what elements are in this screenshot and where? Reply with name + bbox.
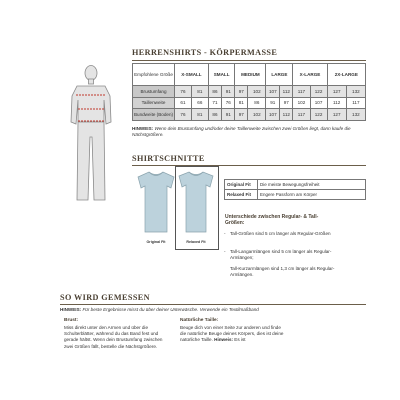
shirt-relaxed-fit-icon: [176, 168, 216, 238]
size-cell: 91: [222, 109, 235, 121]
cuts-section-rule: [132, 165, 366, 166]
size-cell: 97: [235, 86, 248, 98]
waist-title: Natürliche Taille:: [180, 318, 219, 323]
mannequin-figure: [60, 62, 122, 202]
size-cell: 97: [235, 109, 248, 121]
size-cell: 117: [346, 97, 365, 109]
size-cell: 91: [222, 86, 235, 98]
diff-title: Unterschiede zwischen Regular- & Tall-Größen:: [225, 214, 319, 226]
shirt-original-fit-icon: [136, 168, 176, 238]
size-cell: 102: [248, 86, 266, 98]
size-cell: 86: [208, 86, 221, 98]
size-cell: 66: [191, 97, 208, 109]
size-cell: 112: [327, 97, 346, 109]
size-cell: 122: [310, 86, 327, 98]
measure-section-rule: [60, 304, 366, 305]
measure-section-title: SO WIRD GEMESSEN: [60, 293, 150, 302]
measure-hint: [60, 307, 370, 313]
waist-text-pre: Beuge dich von einer Seite zur anderen und finde die natürliche Beuge deines Körpers, dies ist deine natürliche Taille.: [180, 325, 284, 343]
size-cell: 132: [346, 109, 365, 121]
diff-bullet: Tall-Kurzarmlängen sind 1,3 cm länger als Regular-Armlängen.: [230, 266, 335, 278]
size-column-header: X-SMALL: [175, 64, 209, 86]
size-cell: 102: [248, 109, 266, 121]
size-cell: 127: [327, 109, 346, 121]
diff-bullet: Tall-Langarmlängen sind 5 cm länger als Regular-Armlängen;: [230, 249, 332, 261]
size-section-title: HERRENSHIRTS - KÖRPERMASSE: [132, 48, 278, 57]
size-row: [133, 109, 366, 121]
fit-row-relaxed: [225, 190, 366, 200]
size-cell: 127: [327, 86, 346, 98]
diff-bullet: Tall-Größen sind 5 cm länger als Regular-Größen: [230, 231, 331, 236]
size-cell: 71: [208, 97, 221, 109]
size-cell: 112: [280, 109, 293, 121]
size-cell: 61: [175, 97, 192, 109]
size-cell: 86: [248, 97, 266, 109]
size-cell: 107: [266, 86, 280, 98]
size-column-header: SMALL: [208, 64, 235, 86]
cuts-section-title: SHIRTSCHNITTE: [132, 154, 205, 163]
size-hint-label: HINWEIS:: [132, 126, 154, 131]
size-row: [133, 97, 366, 109]
chest-title: Brust:: [64, 318, 79, 323]
size-column-header: 2X-LARGE: [327, 64, 365, 86]
size-hint: [132, 126, 368, 138]
size-cell: 81: [191, 109, 208, 121]
waist-text: [180, 325, 288, 344]
size-cell: 132: [346, 86, 365, 98]
waist-hint: Hinweis:: [214, 337, 234, 343]
size-row-label: Bundweite (Boden): [133, 109, 175, 121]
size-cell: 76: [222, 97, 235, 109]
size-cell: 81: [191, 86, 208, 98]
fit-name: Original Fit: [225, 180, 258, 190]
bullet-marker: -: [224, 231, 226, 236]
size-cell: 112: [280, 86, 293, 98]
measure-hint-label: HINWEIS:: [60, 307, 82, 312]
size-cell: 122: [310, 109, 327, 121]
size-cell: 86: [208, 109, 221, 121]
fit-desc: Engere Passform am Körper: [258, 190, 366, 200]
size-column-header: LARGE: [266, 64, 293, 86]
caption-original-fit: Original Fit: [146, 240, 166, 244]
size-table-corner: Empfohlene Größe: [133, 64, 175, 86]
size-hint-text: Wenn dein Brustumfang und/oder deine Taillenweite zwischen zwei Größen liegt, dann kaufe die Nächstgrößere.: [132, 126, 351, 137]
size-cell: 102: [293, 97, 310, 109]
size-table: [132, 63, 366, 121]
size-row-label: Taillenweite: [133, 97, 175, 109]
measure-hint-text: Für beste Ergebnisse misst du über deiner Unterwäsche. Verwende ein Textilmaßband: [82, 307, 259, 312]
size-column-header: X-LARGE: [293, 64, 327, 86]
size-cell: 107: [310, 97, 327, 109]
size-row-label: Brustumfang: [133, 86, 175, 98]
fit-row-original: [225, 180, 366, 190]
size-cell: 117: [293, 109, 310, 121]
waist-text-post: Es ist: [233, 337, 246, 343]
size-section-rule: [132, 60, 366, 61]
caption-relaxed-fit: Relaxed Fit: [186, 240, 206, 244]
size-row: [133, 86, 366, 98]
size-cell: 91: [266, 97, 280, 109]
size-cell: 76: [175, 109, 192, 121]
size-cell: 117: [293, 86, 310, 98]
fit-table: [224, 179, 366, 200]
size-cell: 81: [235, 97, 248, 109]
bullet-marker: -: [224, 249, 226, 254]
fit-desc: Die meiste Bewegungsfreiheit: [258, 180, 366, 190]
fit-name: Relaxed Fit: [225, 190, 258, 200]
chest-text: Miss direkt unter den Armen und über die Schulterblätter, während du das Band fest und gerade hältst. Wenn dein Brustumfang zwischen zwei Größen fällt, bestelle die Nächstgrößere.: [64, 325, 163, 349]
size-cell: 97: [280, 97, 293, 109]
size-cell: 107: [266, 109, 280, 121]
size-column-header: MEDIUM: [235, 64, 266, 86]
size-cell: 76: [175, 86, 192, 98]
